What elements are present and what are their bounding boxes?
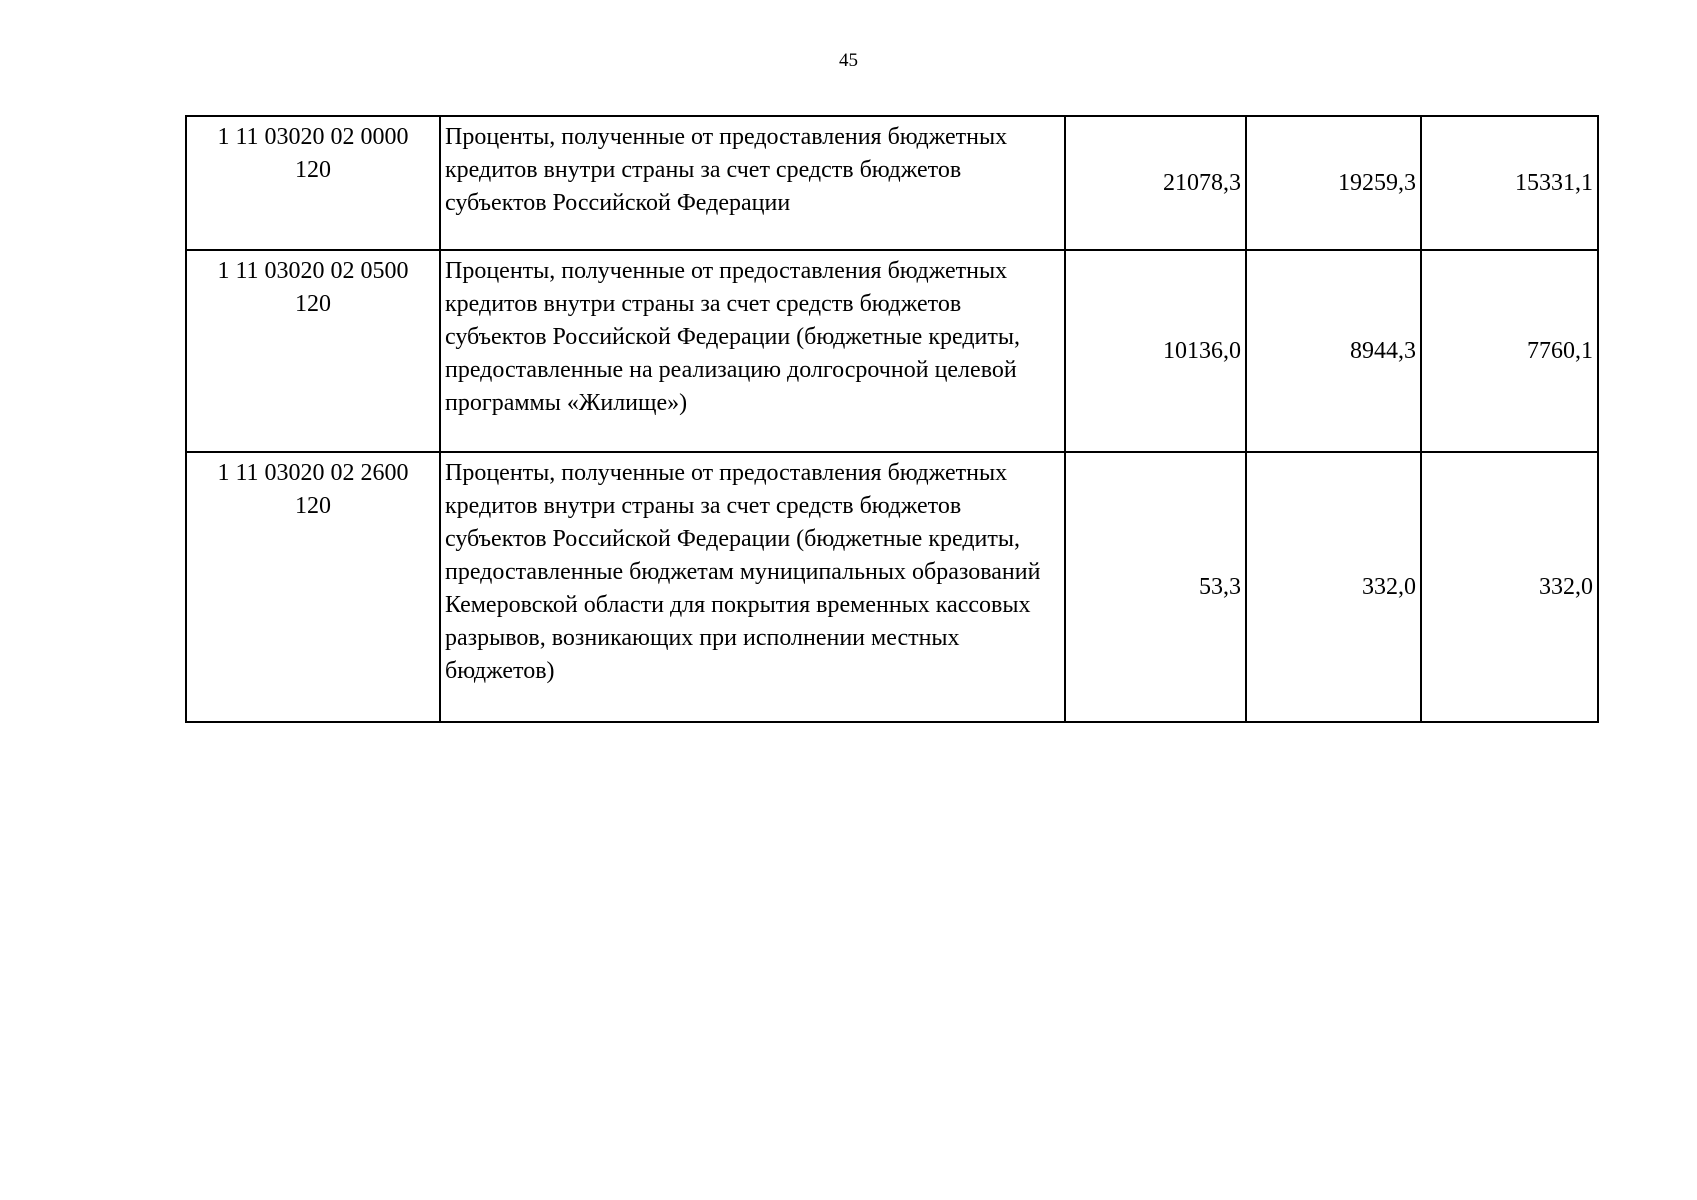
value-cell-year3: 7760,1 bbox=[1421, 250, 1598, 452]
value-cell-year3: 15331,1 bbox=[1421, 116, 1598, 250]
page-number: 45 bbox=[839, 50, 858, 71]
value-cell-year2: 8944,3 bbox=[1246, 250, 1421, 452]
value-cell-year3: 332,0 bbox=[1421, 452, 1598, 722]
budget-code-suffix: 120 bbox=[295, 291, 331, 317]
table-row bbox=[186, 452, 1598, 722]
budget-code-suffix: 120 bbox=[295, 157, 331, 183]
value-cell-year2: 332,0 bbox=[1246, 452, 1421, 722]
budget-code: 1 11 03020 02 2600 bbox=[217, 460, 409, 486]
budget-code-cell bbox=[186, 250, 440, 452]
budget-code-cell bbox=[186, 116, 440, 250]
budget-code: 1 11 03020 02 0500 bbox=[217, 258, 409, 284]
value-cell-year1: 10136,0 bbox=[1065, 250, 1246, 452]
value-cell-year1: 53,3 bbox=[1065, 452, 1246, 722]
budget-code-cell bbox=[186, 452, 440, 722]
budget-code: 1 11 03020 02 0000 bbox=[217, 124, 409, 150]
description-cell: Проценты, полученные от предоставления бюджетных кредитов внутри страны за счет средств бюджетов субъектов Российской Федерации (бюджетные кредиты, предоставленные бюджетам муниципальных образований Кемеровской области для покрытия временных кассовых разрывов, возникающих при исполнении местных бюджетов) bbox=[440, 452, 1065, 722]
table-row bbox=[186, 116, 1598, 250]
value-cell-year1: 21078,3 bbox=[1065, 116, 1246, 250]
budget-table bbox=[185, 115, 1599, 723]
budget-code-suffix: 120 bbox=[295, 493, 331, 519]
description-cell: Проценты, полученные от предоставления бюджетных кредитов внутри страны за счет средств бюджетов субъектов Российской Федерации (бюджетные кредиты, предоставленные на реализацию долгосрочной целевой программы «Жилище») bbox=[440, 250, 1065, 452]
description-cell: Проценты, полученные от предоставления бюджетных кредитов внутри страны за счет средств бюджетов субъектов Российской Федерации bbox=[440, 116, 1065, 250]
table-row bbox=[186, 250, 1598, 452]
value-cell-year2: 19259,3 bbox=[1246, 116, 1421, 250]
